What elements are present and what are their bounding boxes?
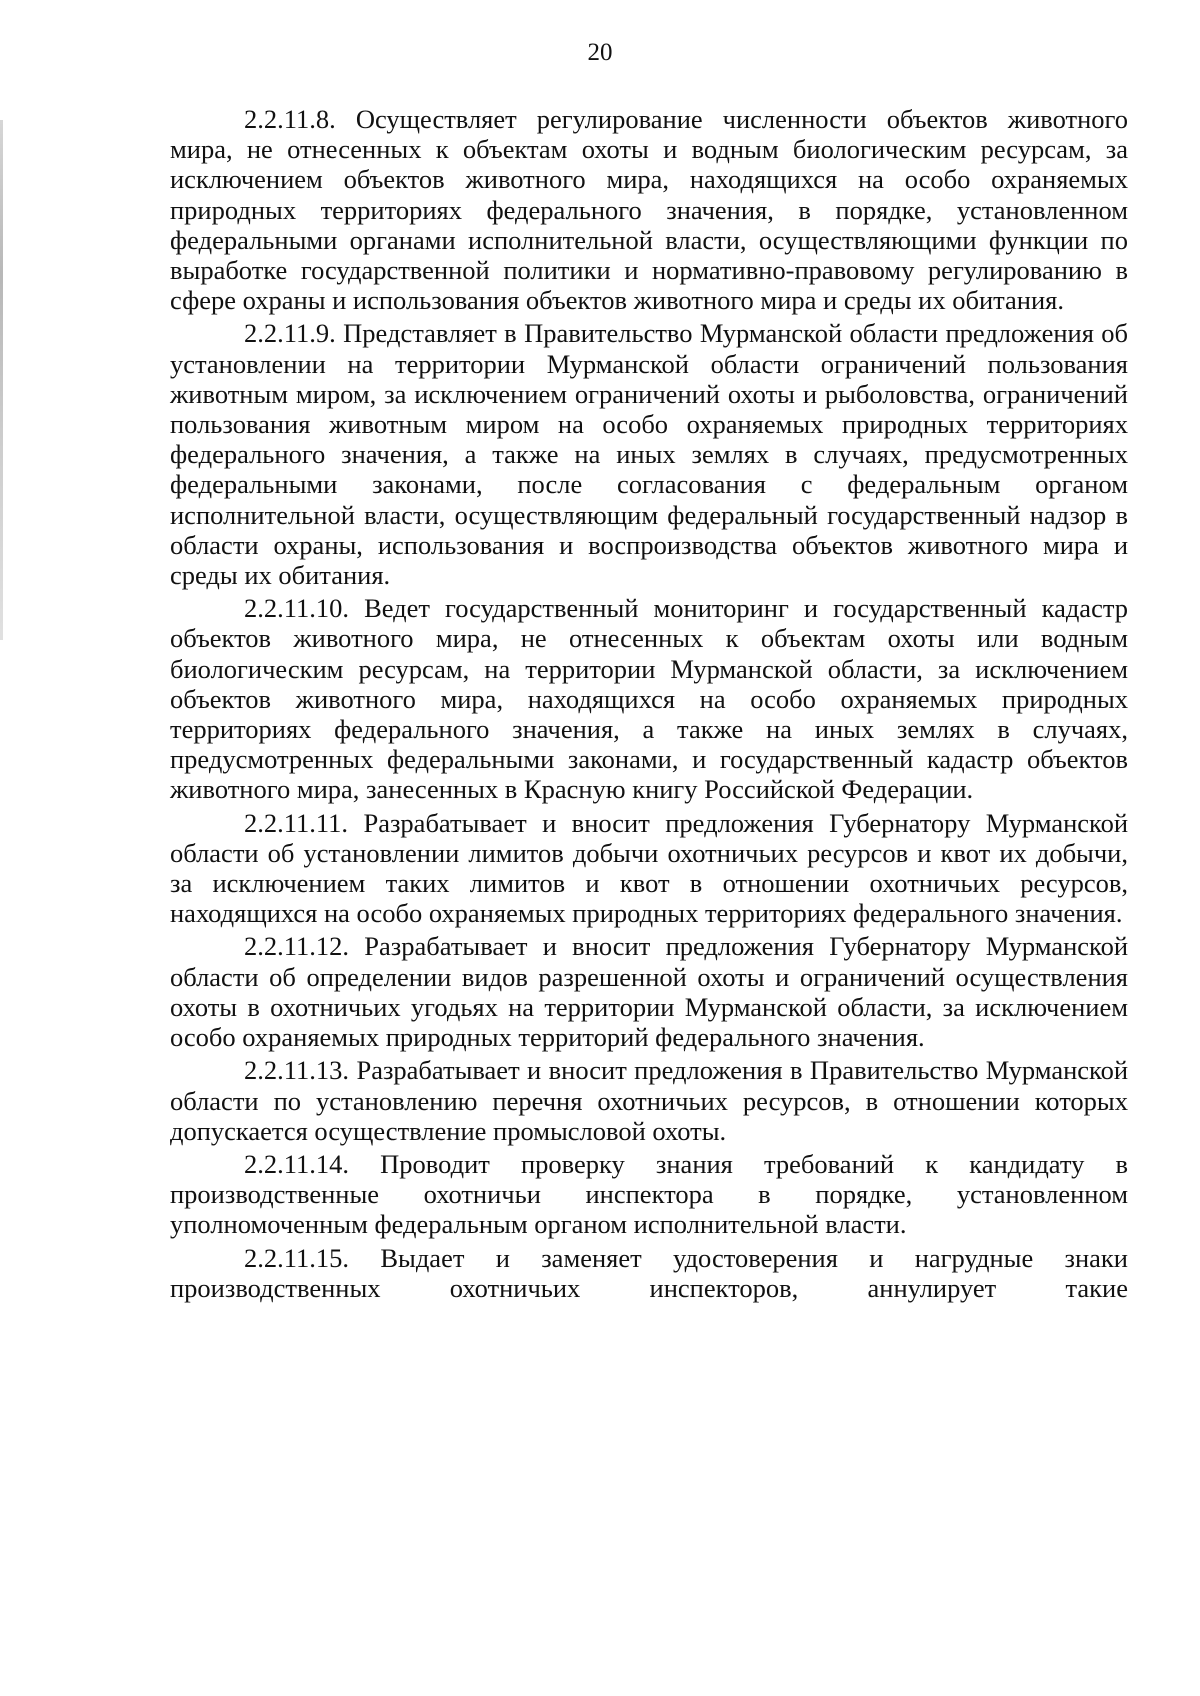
paragraph-text: Выдает и заменяет удостоверения и нагрудные знаки производственных охотничьих инспекторов, аннулирует такие — [170, 1242, 1128, 1303]
paragraph-text: Проводит проверку знания требований к кандидату в производственные охотничьи инспектора в порядке, установленном уполномоченным федеральным органом исполнительной власти. — [170, 1148, 1128, 1240]
paragraph-text: Осуществляет регулирование численности объектов животного мира, не отнесенных к объектам охоты и водным биологическим ресурсам, за исключением объектов животного мира, находящихся на особо охраняемых природных территориях федерального значения, в порядке, установленном федеральными органами исполнительной власти, осуществляющими функции по выработке государственной политики и нормативно-правовому регулированию в сфере охраны и использования объектов животного мира и среды их обитания. — [170, 104, 1129, 316]
paragraph-number: 2.2.11.10. — [244, 593, 350, 624]
paragraph-2-2-11-9 — [170, 318, 1128, 590]
paragraph-number: 2.2.11.15. — [244, 1242, 350, 1273]
paragraph-number: 2.2.11.9. — [244, 318, 336, 349]
paragraph-text: Разрабатывает и вносит предложения Губернатору Мурманской области об установлении лимитов добычи охотничьих ресурсов и квот их добычи, за исключением таких лимитов и квот в отношении охотничьих ресурсов, находящихся на особо охраняемых природных территориях федерального значения. — [170, 807, 1128, 929]
paragraph-text: Ведет государственный мониторинг и государственный кадастр объектов животного мира, не отнесенных к объектам охоты или водным биологическим ресурсам, на территории Мурманской области, за исключением объектов животного мира, находящихся на особо охраняемых природных территориях федерального значения, а также на иных землях в случаях, предусмотренных федеральными законами, и государственный кадастр объектов животного мира, занесенных в Красную книгу Российской Федерации. — [170, 593, 1128, 805]
document-body — [170, 104, 1128, 1306]
paragraph-2-2-11-12 — [170, 931, 1128, 1052]
paragraph-2-2-11-15 — [170, 1243, 1128, 1303]
paragraph-text: Разрабатывает и вносит предложения Губернатору Мурманской области об определении видов разрешенной охоты и ограничений осуществления охоты в охотничьих угодьях на территории Мурманской области, за исключением особо охраняемых природных территорий федерального значения. — [170, 931, 1129, 1053]
paragraph-2-2-11-11 — [170, 808, 1128, 929]
paragraph-2-2-11-8 — [170, 104, 1128, 315]
paragraph-number: 2.2.11.11. — [244, 807, 349, 838]
paragraph-2-2-11-10 — [170, 593, 1128, 804]
paragraph-2-2-11-14 — [170, 1149, 1128, 1240]
scan-edge-artifact — [0, 120, 3, 640]
page-number: 20 — [587, 39, 613, 66]
paragraph-2-2-11-13 — [170, 1055, 1128, 1146]
paragraph-number: 2.2.11.13. — [244, 1055, 350, 1086]
paragraph-text: Представляет в Правительство Мурманской области предложения об установлении на территории Мурманской области ограничений пользования животным миром, за исключением ограничений охоты и рыболовства, ограничений пользования животным миром на особо охраняемых природных территориях федерального значения, а также на иных землях в случаях, предусмотренных федеральными законами, после согласования с федеральным органом исполнительной власти, осуществляющим федеральный государственный надзор в области охраны, использования и воспроизводства объектов животного мира и среды их обитания. — [170, 318, 1128, 591]
paragraph-number: 2.2.11.14. — [244, 1148, 350, 1179]
paragraph-number: 2.2.11.8. — [244, 104, 336, 134]
paragraph-number: 2.2.11.12. — [244, 931, 350, 962]
paragraph-text: Разрабатывает и вносит предложения в Правительство Мурманской области по установлению перечня охотничьих ресурсов, в отношении которых допускается осуществление промысловой охоты. — [170, 1055, 1129, 1146]
